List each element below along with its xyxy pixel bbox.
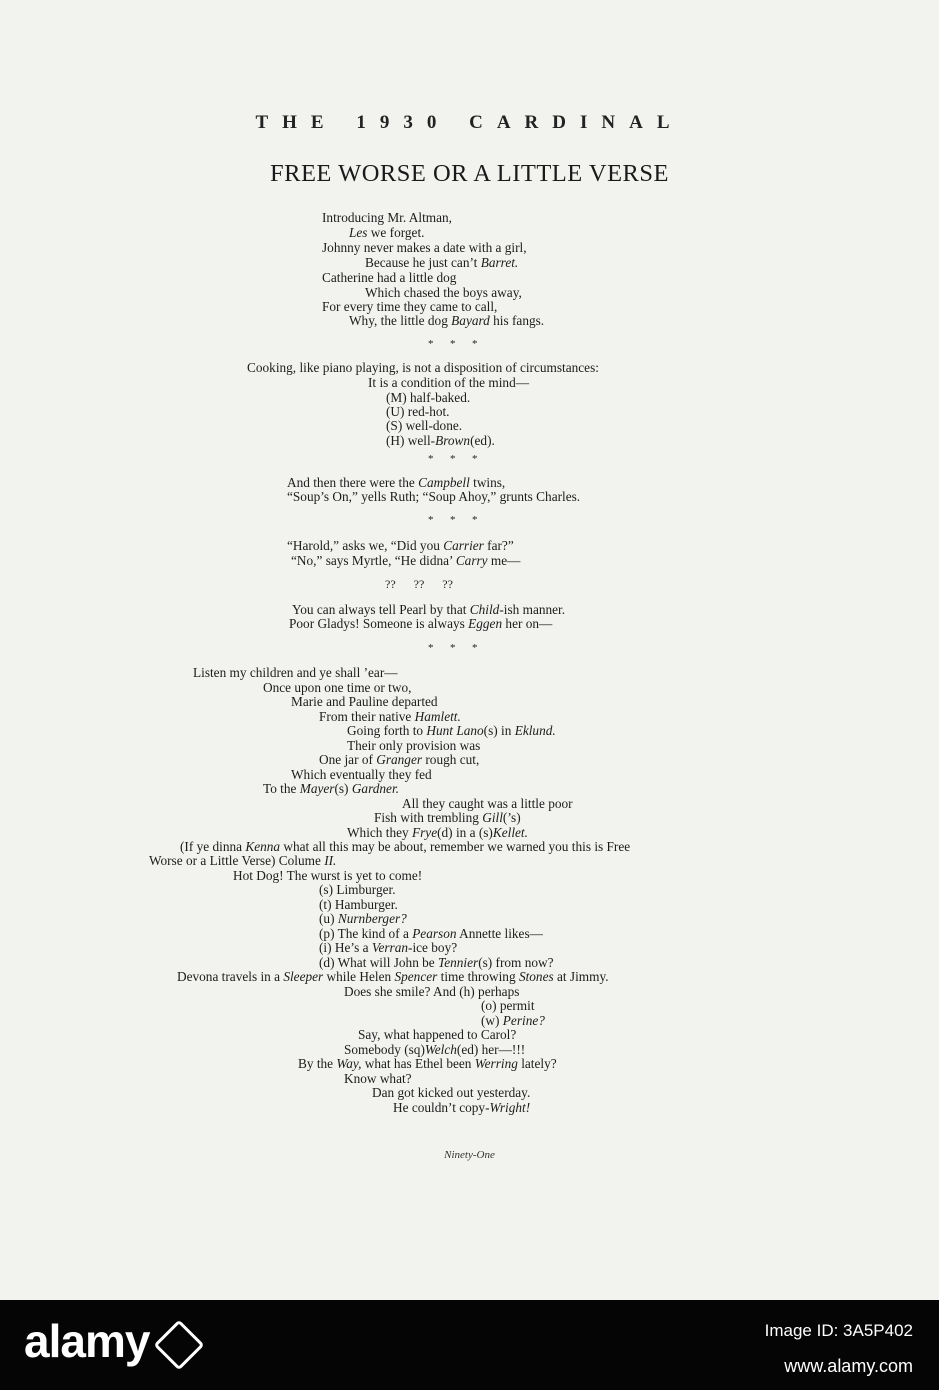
poem-line: “Harold,” asks we, “Did you Carrier far?” bbox=[287, 538, 514, 553]
poem-line: Does she smile? And (h) perhaps bbox=[344, 984, 520, 999]
poem-line: (d) What will John be Tennier(s) from now? bbox=[319, 955, 554, 970]
poem-line: (t) Hamburger. bbox=[319, 897, 398, 912]
poem-line: You can always tell Pearl by that Child-ish manner. bbox=[292, 602, 566, 617]
poem-line: Once upon one time or two, bbox=[263, 680, 412, 695]
section-divider: ?? ?? ?? bbox=[385, 577, 453, 591]
section-divider: * * * bbox=[428, 453, 478, 465]
poem-line: (s) Limburger. bbox=[319, 882, 396, 897]
poem-line: Because he just can’t Barret. bbox=[365, 255, 519, 270]
poem-line: Cooking, like piano playing, is not a disposition of circumstances: bbox=[247, 360, 599, 375]
poem-line: (p) The kind of a Pearson Annette likes— bbox=[319, 926, 543, 941]
poem-line: Which eventually they fed bbox=[291, 767, 432, 782]
brand-logo bbox=[24, 1314, 197, 1368]
page-number: Ninety-One bbox=[444, 1149, 495, 1161]
poem-line: (M) half-baked. bbox=[386, 390, 471, 405]
poem-line: Worse or a Little Verse) Colume II. bbox=[149, 853, 337, 868]
poem-line: One jar of Granger rough cut, bbox=[319, 752, 480, 767]
poem-title: FREE WORSE OR A LITTLE VERSE bbox=[270, 160, 669, 187]
site-url: www.alamy.com bbox=[784, 1356, 913, 1376]
poem-line: Which they Frye(d) in a (s)Kellet. bbox=[347, 825, 528, 840]
poem-line: Marie and Pauline departed bbox=[291, 694, 438, 709]
poem-line: Johnny never makes a date with a girl, bbox=[322, 240, 527, 255]
diamond-icon bbox=[154, 1319, 205, 1370]
poem-line: Their only provision was bbox=[347, 738, 481, 753]
poem-line: Going forth to Hunt Lano(s) in Eklund. bbox=[347, 723, 556, 738]
section-divider: * * * bbox=[428, 642, 478, 654]
poem-line: Introducing Mr. Altman, bbox=[322, 210, 453, 225]
poem-line: (S) well-done. bbox=[386, 418, 463, 433]
poem-line: (o) permit bbox=[481, 998, 535, 1013]
poem-line: (H) well-Brown(ed). bbox=[386, 433, 495, 448]
poem-line: Somebody (sq)Welch(ed) her—!!! bbox=[344, 1042, 526, 1057]
poem-line: Catherine had a little dog bbox=[322, 270, 457, 285]
poem-line: It is a condition of the mind— bbox=[368, 375, 530, 390]
poem-line: He couldn’t copy-Wright! bbox=[393, 1100, 531, 1115]
poem-line: To the Mayer(s) Gardner. bbox=[263, 781, 399, 796]
poem-line: Les we forget. bbox=[349, 225, 425, 240]
poem-line: Listen my children and ye shall ’ear— bbox=[193, 665, 398, 680]
poem-line: (U) red-hot. bbox=[386, 404, 450, 419]
poem-line: “No,” says Myrtle, “He didna’ Carry me— bbox=[291, 553, 521, 568]
running-head: THE 1930 CARDINAL bbox=[255, 112, 684, 133]
poem-line: Dan got kicked out yesterday. bbox=[372, 1085, 531, 1100]
poem-line: “Soup’s On,” yells Ruth; “Soup Ahoy,” grunts Charles. bbox=[287, 489, 581, 504]
poem-line: (w) Perine? bbox=[481, 1013, 545, 1028]
section-divider: * * * bbox=[428, 514, 478, 526]
poem-line: For every time they came to call, bbox=[322, 299, 498, 314]
watermark-strip bbox=[0, 1300, 939, 1390]
poem-line: And then there were the Campbell twins, bbox=[287, 475, 506, 490]
brand-name: alamy bbox=[24, 1315, 150, 1367]
section-divider: * * * bbox=[428, 338, 478, 350]
image-id: Image ID: 3A5P402 bbox=[764, 1321, 913, 1340]
poem-line: (If ye dinna Kenna what all this may be about, remember we warned you this is Free bbox=[180, 839, 631, 854]
poem-line: By the Way, what has Ethel been Werring lately? bbox=[298, 1056, 557, 1071]
poem-line: Which chased the boys away, bbox=[365, 285, 522, 300]
poem-line: Why, the little dog Bayard his fangs. bbox=[349, 313, 545, 328]
poem-line: Devona travels in a Sleeper while Helen Spencer time throwing Stones at Jimmy. bbox=[177, 969, 609, 984]
poem-line: Hot Dog! The wurst is yet to come! bbox=[233, 868, 423, 883]
poem-line: From their native Hamlett. bbox=[319, 709, 461, 724]
poem-line: Say, what happened to Carol? bbox=[358, 1027, 517, 1042]
poem-line: Poor Gladys! Someone is always Eggen her on— bbox=[289, 616, 553, 631]
poem-line: All they caught was a little poor bbox=[402, 796, 573, 811]
poem-line: (i) He’s a Verran-ice boy? bbox=[319, 940, 458, 955]
poem-line: (u) Nurnberger? bbox=[319, 911, 407, 926]
poem-line: Fish with trembling Gill(’s) bbox=[374, 810, 521, 825]
poem-line: Know what? bbox=[344, 1071, 412, 1086]
